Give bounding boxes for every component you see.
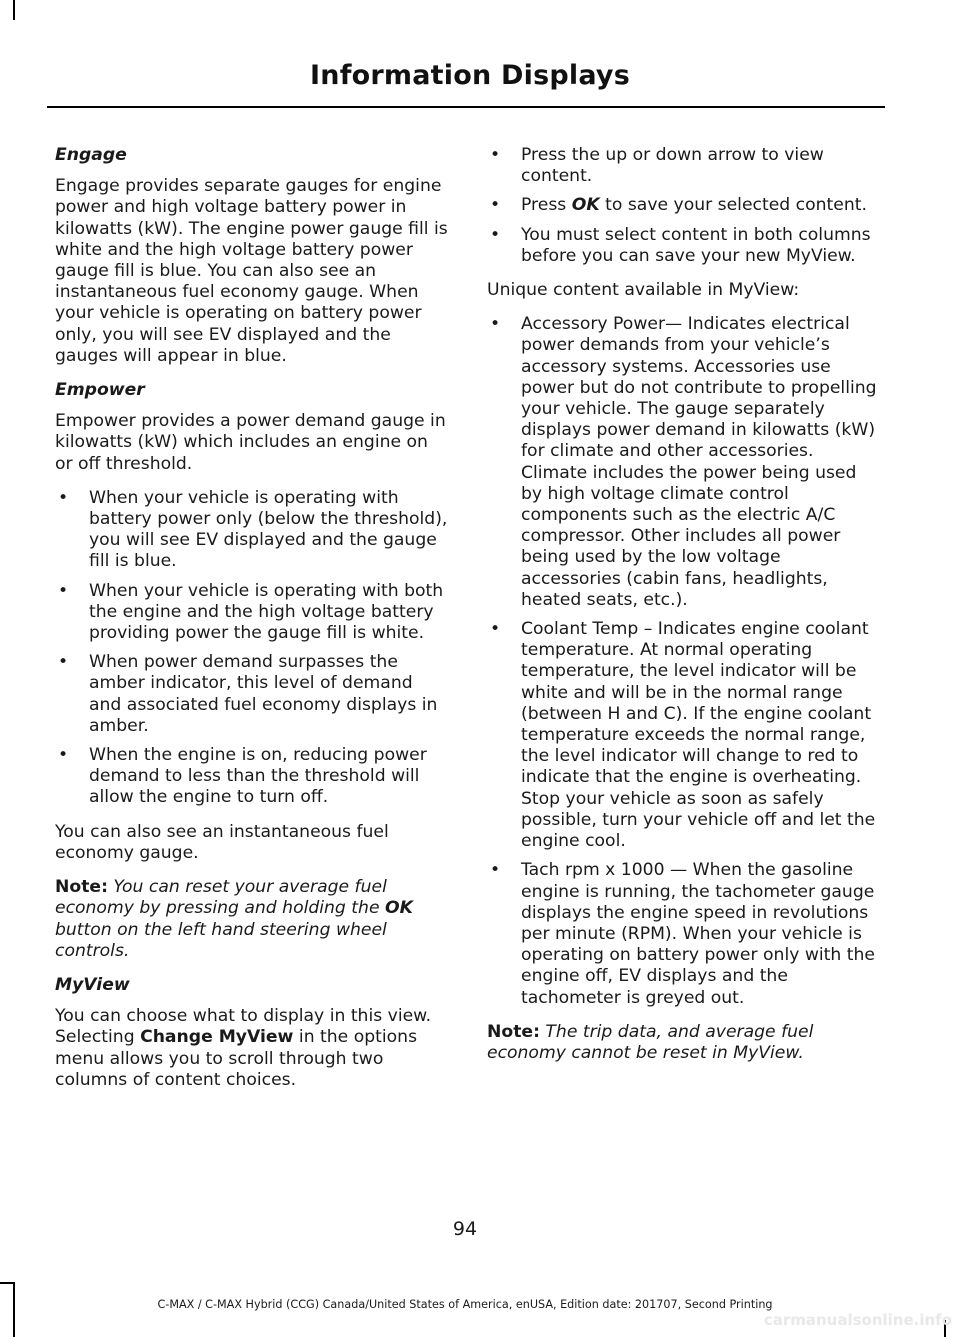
change-myview-label: Change MyView (140, 1027, 294, 1048)
right-column (487, 145, 882, 1077)
list-item: • You must select content in both columns before you can save your new MyView. (490, 224, 871, 266)
engage-heading: Engage (55, 145, 127, 165)
empower-heading: Empower (55, 380, 145, 401)
page-title: Information Displays (310, 60, 630, 91)
bullet-glyph: • (490, 314, 501, 335)
note-label: Note: (55, 877, 108, 898)
crop-mark-bottom-left-horizontal (0, 1282, 15, 1284)
bullet-glyph: • (58, 652, 69, 673)
watermark: carmanualsonline.info (763, 1311, 952, 1329)
crop-mark-top-left-vertical (13, 0, 15, 20)
list-item: • Coolant Temp – Indicates engine coolant temperature. At normal operating temperature, the level indicator will be white and will be in the normal range (between H and C). If the engine coolant temperature exceeds the normal range, the level indicator will change to red to indicate that the engine is overheating. Stop your vehicle as soon as safely possible, turn your vehicle off and let the engine cool. (490, 619, 876, 852)
page-number: 94 (452, 1218, 478, 1240)
bullet-glyph: • (490, 145, 501, 165)
myview-steps-list (487, 145, 882, 267)
fuel-economy-paragraph: You can also see an instantaneous fuel economy gauge. (55, 821, 389, 863)
note-label: Note: (487, 1021, 540, 1042)
list-item: • Press the up or down arrow to view content. (490, 145, 824, 187)
myview-heading: MyView (55, 974, 130, 995)
bullet-glyph: • (490, 224, 501, 245)
ok-button-label: OK (384, 898, 413, 919)
bullet-glyph: • (58, 745, 69, 766)
empower-bullet-list (55, 488, 450, 809)
unique-content-intro: Unique content available in MyView: (487, 280, 800, 301)
list-item: • Tach rpm x 1000 — When the gasoline engine is running, the tachometer gauge displays the engine speed in revolutions per minute (RPM). When your vehicle is operating on battery power only with the engine off, EV displays and the tachometer is greyed out. (490, 860, 875, 1008)
engage-paragraph: Engage provides separate gauges for engine power and high voltage battery power in kilowatts (kW). The engine power gauge fill is white and the high voltage battery power gauge fill is blue. You can also see an instantaneous fuel economy gauge. When your vehicle is operating on battery power only, you will see EV displayed and the gauges will appear in blue. (55, 176, 448, 366)
bullet-glyph: • (490, 860, 501, 881)
list-item: • When your vehicle is operating with battery power only (below the threshold), you will see EV displayed and the gauge fill is blue. (58, 487, 448, 572)
list-item: • Accessory Power— Indicates electrical power demands from your vehicle’s accessory systems. Accessories use power but do not contribute to propelling your vehicle. The gauge separately displays power demand in kilowatts (kW) for climate and other accessories. Climate includes the power being used by high voltage climate control components such as the electric A/C compressor. Other includes all power being used by the low voltage accessories (cabin fans, headlights, heated seats, etc.). (490, 314, 877, 610)
empower-paragraph: Empower provides a power demand gauge in kilowatts (kW) which includes an engine on or off threshold. (55, 411, 446, 474)
myview-paragraph: You can choose what to display in this view. Selecting Change MyView in the options menu allows you to scroll through two columns of content choices. (55, 1006, 432, 1090)
unique-content-list (487, 314, 882, 1009)
bullet-glyph: • (58, 487, 69, 508)
list-item: • When the engine is on, reducing power demand to less than the threshold will allow the engine to turn off. (58, 745, 427, 808)
ok-button-label: OK (571, 195, 600, 216)
bullet-glyph: • (58, 580, 69, 601)
header-rule (47, 106, 885, 108)
note-trip-data: Note: The trip data, and average fuel economy cannot be reset in MyView. (487, 1021, 814, 1063)
bullet-glyph: • (490, 195, 501, 216)
list-item: • When your vehicle is operating with both the engine and the high voltage battery providing power the gauge fill is white. (58, 580, 444, 644)
list-item: • When power demand surpasses the amber indicator, this level of demand and associated fuel economy displays in amber. (58, 652, 438, 736)
bullet-glyph: • (490, 619, 501, 640)
left-column (55, 145, 450, 1104)
list-item: • Press OK to save your selected content. (490, 195, 867, 216)
note-reset-fuel-economy: Note: You can reset your average fuel economy by pressing and holding the OK button on the left hand steering wheel controls. (55, 877, 413, 961)
footer-edition-info: C-MAX / C-MAX Hybrid (CCG) Canada/United States of America, enUSA, Edition date: 201707, Second Printing (157, 1298, 773, 1311)
